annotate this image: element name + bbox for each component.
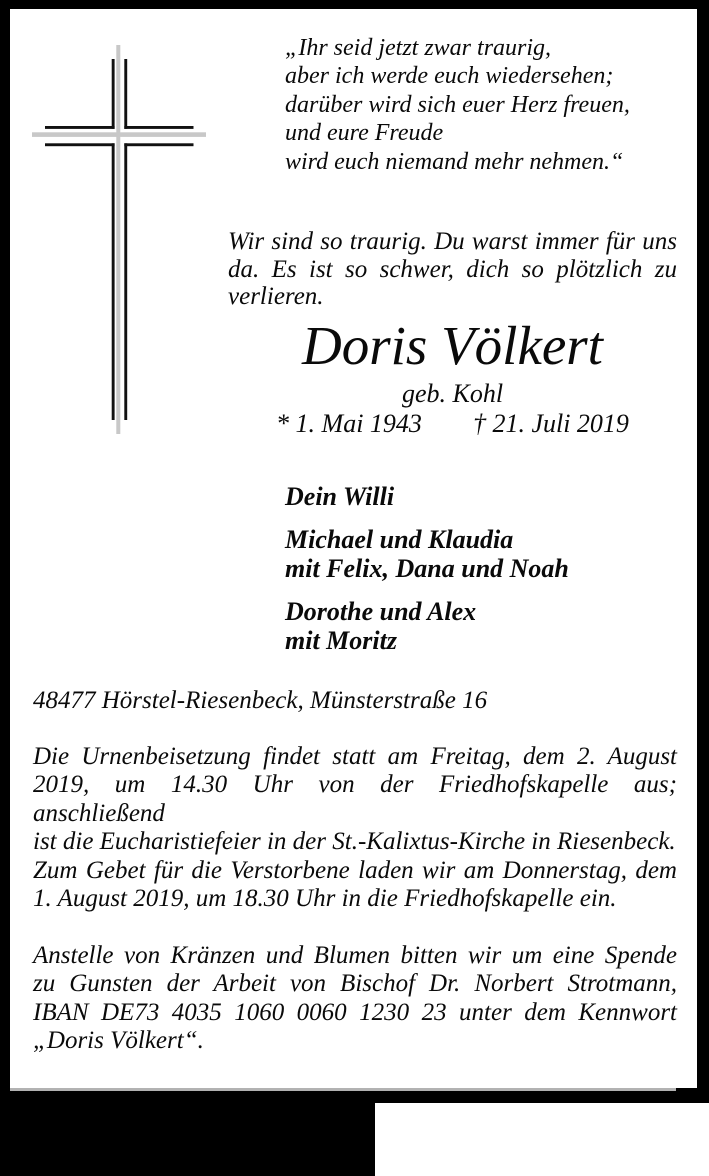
- life-dates: [228, 410, 677, 438]
- mourner-line: mit Felix, Dana und Noah: [285, 553, 569, 583]
- deceased-name: Doris Völkert: [302, 315, 603, 376]
- scripture-quote: [285, 34, 630, 176]
- mourner-line: Dein Willi: [285, 482, 395, 511]
- mourner-group-husband: [285, 483, 394, 512]
- memorial-cross-icon: [0, 0, 220, 440]
- death-date: † 21. Juli 2019: [472, 409, 629, 438]
- quote-line: wird euch niemand mehr nehmen.“: [285, 148, 624, 175]
- card-bottom-hairline: [10, 1088, 676, 1091]
- quote-line: aber ich werde euch wiedersehen;: [285, 63, 614, 90]
- paragraph-line: „Doris Völkert“.: [33, 1026, 204, 1054]
- address-line: 48477 Hörstel-Riesenbeck, Münsterstraße 16: [33, 687, 488, 714]
- quote-line: und eure Freude: [285, 120, 444, 147]
- condolence-intro: [228, 228, 677, 311]
- quote-line: darüber wird sich euer Herz freuen,: [285, 91, 630, 118]
- prayer-info-paragraph: [33, 857, 677, 914]
- paragraph-line: ist die Eucharistiefeier in der St.-Kalixtus-Kirche in Riesenbeck.: [33, 827, 676, 855]
- quote-line: „Ihr seid jetzt zwar traurig,: [285, 35, 552, 61]
- mourner-line: Dorothe und Alex: [285, 597, 477, 626]
- intro-line: Wir sind so traurig. Du warst immer für uns: [228, 228, 677, 255]
- intro-line: da. Es ist so schwer, dich so plötzlich zu: [228, 255, 677, 283]
- paragraph-line: Anstelle von Kränzen und Blumen bitten wir um eine Spende: [33, 942, 677, 969]
- maiden-name: geb. Kohl: [401, 379, 504, 408]
- mourner-line: Michael und Klaudia: [285, 525, 514, 554]
- paragraph-line: 2019, um 14.30 Uhr von der Friedhofskapelle aus; anschließend: [33, 771, 677, 827]
- funeral-info-paragraph: [33, 743, 677, 856]
- paragraph-line: zu Gunsten der Arbeit von Bischof Dr. Norbert Strotmann,: [33, 970, 677, 998]
- paragraph-line: Zum Gebet für die Verstorbene laden wir am Donnerstag, dem: [33, 857, 677, 884]
- paragraph-line: 1. August 2019, um 18.30 Uhr in die Friedhofskapelle ein.: [33, 885, 617, 913]
- mourner-group-michael: [285, 526, 569, 583]
- mourner-group-dorothe: [285, 598, 476, 655]
- adjacent-scan-fragment: [375, 1103, 709, 1176]
- paragraph-line: IBAN DE73 4035 1060 0060 1230 23 unter dem Kennwort: [33, 998, 677, 1026]
- donation-info-paragraph: [33, 942, 677, 1055]
- intro-line: verlieren.: [228, 283, 324, 311]
- birth-date: * 1. Mai 1943: [276, 409, 422, 438]
- paragraph-line: Die Urnenbeisetzung findet statt am Freitag, dem 2. August: [33, 743, 677, 770]
- mourner-line: mit Moritz: [285, 625, 397, 655]
